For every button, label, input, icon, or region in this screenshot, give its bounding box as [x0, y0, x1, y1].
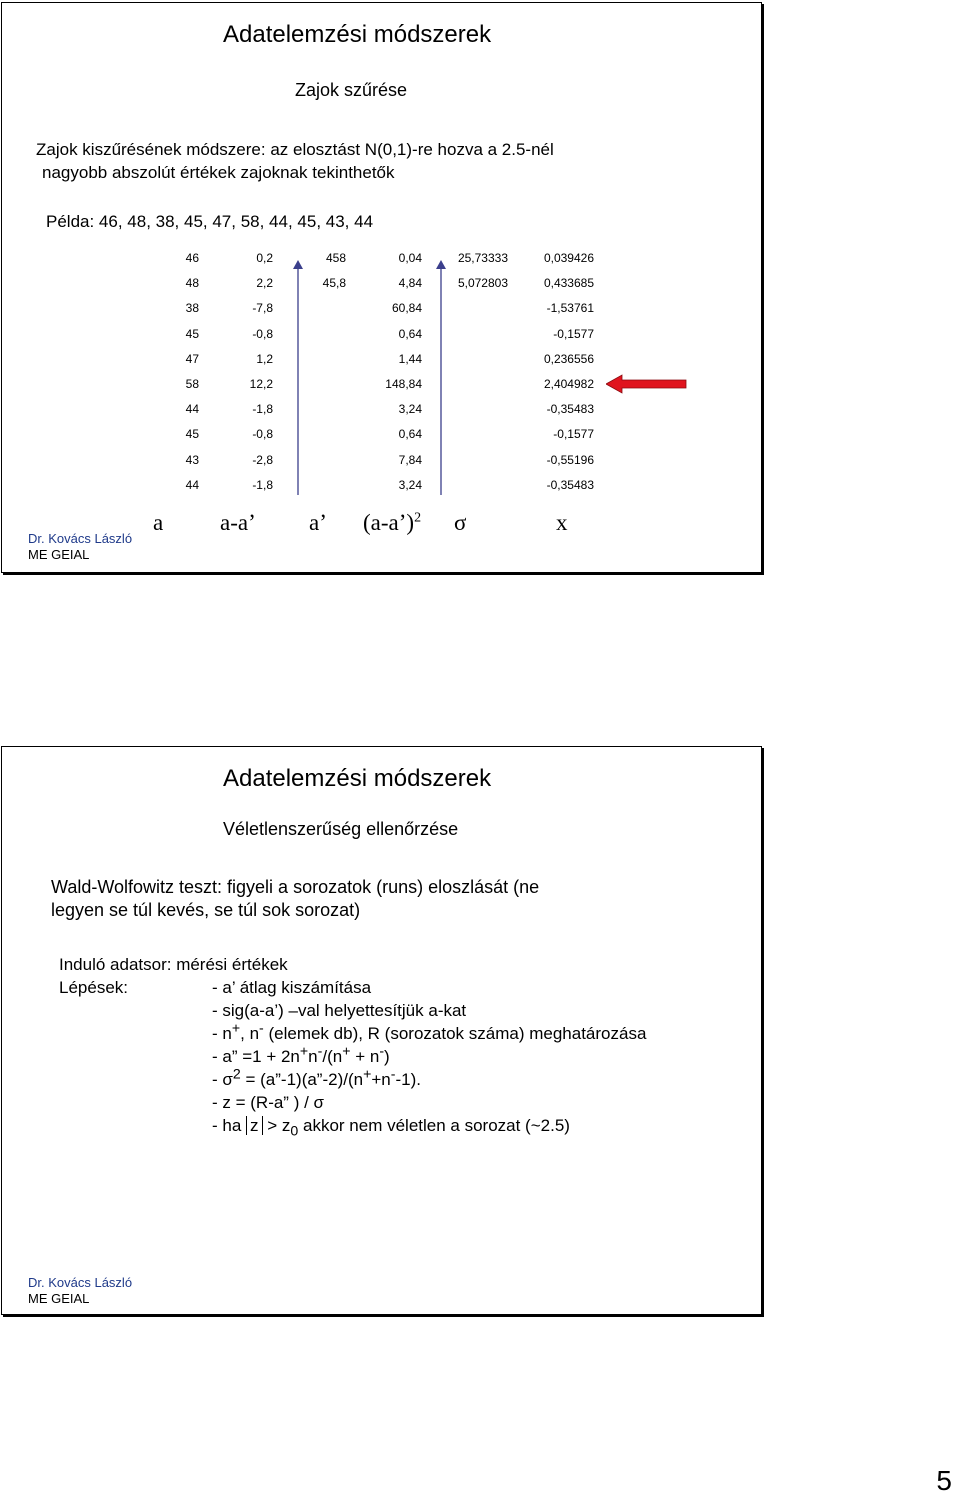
- outlier-arrow-icon: [606, 374, 688, 394]
- col-label-abar: a’: [309, 510, 327, 535]
- table-cell: -1,8: [252, 478, 273, 492]
- table-cell: -0,35483: [546, 478, 594, 492]
- table-cell: 46: [185, 251, 199, 265]
- table-cell: 1,44: [398, 352, 422, 366]
- table-cell: 45: [185, 327, 199, 341]
- table-cell: 44: [185, 402, 199, 416]
- step-6: - z = (R-a” ) / σ: [212, 1093, 325, 1112]
- table-cell: 3,24: [398, 402, 422, 416]
- footer-affiliation: ME GEIAL: [28, 547, 90, 562]
- table-cell: -0,1577: [553, 427, 594, 441]
- table-cell: 58: [185, 377, 199, 391]
- table-cell: 7,84: [398, 453, 422, 467]
- table-cell: -0,35483: [546, 402, 594, 416]
- example-line: Példa: 46, 48, 38, 45, 47, 58, 44, 45, 43, 44: [46, 212, 374, 231]
- start-line: Induló adatsor: mérési értékek: [59, 955, 288, 974]
- table-cell: -0,8: [252, 327, 273, 341]
- intro-line-2: nagyobb abszolút értékek zajoknak tekinthetők: [42, 163, 395, 182]
- col-label-sigma: σ: [454, 510, 467, 535]
- table-cell: 5,072803: [457, 276, 508, 290]
- steps-label: Lépések:: [59, 978, 128, 997]
- table-cell: 47: [185, 352, 199, 366]
- step-3: - n+, n- (elemek db), R (sorozatok száma) meghatározása: [212, 1020, 647, 1043]
- table-cell: 458: [325, 251, 346, 265]
- table-cell: 0,433685: [543, 276, 594, 290]
- footer-author: [28, 531, 132, 563]
- table-cell: 0,039426: [543, 251, 594, 265]
- table-cell: -7,8: [252, 301, 273, 315]
- table-cell: 148,84: [385, 377, 422, 391]
- table-cell: 12,2: [249, 377, 273, 391]
- table-cell: 0,04: [398, 251, 422, 265]
- para-line-2: legyen se túl kevés, se túl sok sorozat): [51, 900, 361, 920]
- table-cell: 45: [185, 427, 199, 441]
- col-label-a: a: [153, 510, 164, 535]
- footer-author-name: Dr. Kovács László: [28, 531, 133, 546]
- table-cell: -0,8: [252, 427, 273, 441]
- footer-affiliation: ME GEIAL: [28, 1291, 90, 1306]
- footer-author-name: Dr. Kovács László: [28, 1275, 133, 1290]
- table-cell: -1,53761: [546, 301, 594, 315]
- step-7: - ha $z > z_0$ akkor nem véletlen a sorozat (~2.5): [212, 1116, 570, 1140]
- table-cell: 4,84: [398, 276, 422, 290]
- slide-title: Adatelemzési módszerek: [223, 21, 492, 48]
- table-cell: -2,8: [252, 453, 273, 467]
- table-cell: 0,236556: [543, 352, 594, 366]
- footer-author: [28, 1275, 132, 1307]
- table-cell: 44: [185, 478, 199, 492]
- table-cell: -0,1577: [553, 327, 594, 341]
- table-cell: 3,24: [398, 478, 422, 492]
- table-cell: -0,55196: [546, 453, 594, 467]
- table-cell: 0,2: [256, 251, 273, 265]
- col-label-x: x: [556, 510, 568, 535]
- sigma-column-arrow: [435, 259, 447, 499]
- table-cell: 2,2: [256, 276, 273, 290]
- slide-subtitle: Zajok szűrése: [295, 80, 408, 100]
- step-1: - a’ átlag kiszámítása: [212, 978, 372, 997]
- table-cell: -1,8: [252, 402, 273, 416]
- table-cell: 48: [185, 276, 199, 290]
- table-cell: 38: [185, 301, 199, 315]
- table-cell: 0,64: [398, 427, 422, 441]
- page-number: 5: [936, 1465, 952, 1496]
- col-label-squared: (a-a’)$^2$: [363, 510, 422, 535]
- col-label-a-minus-abar: a-a’: [220, 510, 256, 535]
- table-cell: 45,8: [322, 276, 346, 290]
- table-cell: 43: [185, 453, 199, 467]
- para-line-1: Wald-Wolfowitz teszt: figyeli a sorozatok (runs) eloszlását (ne: [51, 877, 540, 897]
- slide-veletlenszeruseg: [1, 746, 762, 1315]
- slide-title: Adatelemzési módszerek: [223, 765, 492, 792]
- table-cell: 60,84: [391, 301, 422, 315]
- step-2: - sig(a-a’) –val helyettesítjük a-kat: [212, 1001, 467, 1020]
- step-4: - a” =1 + 2n+n-/(n+ + n-): [212, 1043, 390, 1066]
- slide-zajok-szurese: [1, 2, 762, 573]
- table-cell: 2,404982: [543, 377, 594, 391]
- slide-subtitle: Véletlenszerűség ellenőrzése: [223, 819, 459, 839]
- step-5: - $\sigma^2$ = (a”-1)(a”-2)/(n++n--1).: [212, 1066, 421, 1089]
- abar-column-arrow: [292, 259, 304, 499]
- table-cell: 1,2: [256, 352, 273, 366]
- table-cell: 0,64: [398, 327, 422, 341]
- intro-line-1: Zajok kiszűrésének módszere: az elosztást N(0,1)-re hozva a 2.5-nél: [36, 140, 554, 159]
- table-cell: 25,73333: [457, 251, 508, 265]
